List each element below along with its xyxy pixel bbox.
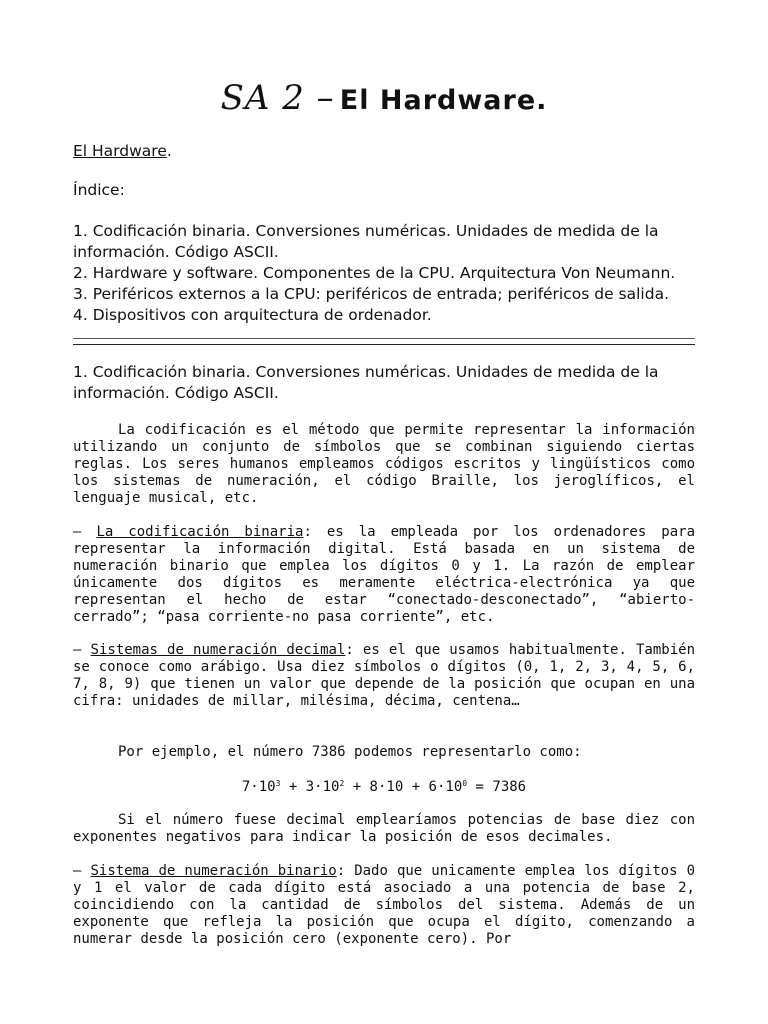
formula-e1: 3: [275, 779, 281, 788]
paragraph-numeracion-decimal: [73, 642, 695, 710]
hardware-heading: [73, 141, 695, 162]
title-main: El Hardware.: [339, 85, 548, 116]
formula-e2: 2: [339, 779, 345, 788]
hardware-heading-text: El Hardware: [73, 142, 167, 160]
paragraph-numeracion-binario: [73, 863, 695, 948]
p3-dash: –: [73, 642, 91, 658]
index-list: [73, 221, 695, 326]
document-title: [0, 78, 768, 118]
index-item-2: 2. Hardware y software. Componentes de la CPU. Arquitectura Von Neumann.: [73, 264, 676, 282]
hardware-heading-period: .: [166, 142, 172, 160]
term-codificacion-binaria: La codificación binaria: [96, 524, 304, 540]
index-item-3: 3. Periféricos externos a la CPU: periféricos de entrada; periféricos de salida.: [73, 285, 670, 303]
term-numeracion-binario: Sistema de numeración binario: [90, 863, 337, 879]
title-prefix: SA 2 –: [220, 78, 335, 118]
paragraph-codificacion-binaria: [73, 524, 695, 626]
p6-text: : Dado que unicamente emplea los dígitos 0 y 1 el valor de cada dígito está asociado a una potencia de base 2, coincidiendo con la cantidad de símbolos del sistema. Además de un exponente que refleja la posición que ocupa el dígito, comenzando a numerar desde la posición cero (exponente cero). Por: [73, 863, 695, 947]
paragraph-ejemplo: Por ejemplo, el número 7386 podemos representarlo como:: [118, 744, 582, 760]
formula-t4: = 7386: [467, 779, 527, 795]
section-divider: [73, 334, 695, 345]
formula-e3: 0: [462, 779, 468, 788]
formula-t2: + 3·10: [280, 779, 340, 795]
index-label: Índice:: [73, 181, 125, 199]
formula-t1: 7·10: [241, 779, 276, 795]
p2-text: : es la empleada por los ordenadores para representar la información digital. Está basada en un sistema de numeración binario que emplea los dígitos 0 y 1. La razón de emplear únicamente dos dígitos es meramente eléctrica-electrónica ya que representan el hecho de estar “conectado-desconectado”, “abierto-cerrado”; “pasa corriente-no pasa corriente”, etc.: [73, 524, 695, 625]
index-item-1: 1. Codificación binaria. Conversiones numéricas. Unidades de medida de la información. Código ASCII.: [73, 222, 659, 261]
section1-heading: 1. Codificación binaria. Conversiones numéricas. Unidades de medida de la información. Código ASCII.: [73, 363, 659, 402]
term-numeracion-decimal: Sistemas de numeración decimal: [90, 642, 346, 658]
paragraph-codificacion: La codificación es el método que permite representar la información utilizando un conjunto de símbolos que se combinan siguiendo ciertas reglas. Los seres humanos empleamos códigos escritos y lingüísticos como los sistemas de numeración, el código Braille, los jeroglíficos, el lenguaje musical, etc.: [73, 422, 695, 506]
formula-t3: + 8·10 + 6·10: [344, 779, 463, 795]
paragraph-decimales: Si el número fuese decimal emplearíamos potencias de base diez con exponentes negativos para indicar la posición de esos decimales.: [73, 812, 695, 845]
p3-text: : es el que usamos habitualmente. También se conoce como arábigo. Usa diez símbolos o dígitos (0, 1, 2, 3, 4, 5, 6, 7, 8, 9) que tienen un valor que depende de la posición que ocupan en una cifra: unidades de millar, milésima, décima, centena…: [73, 642, 695, 709]
index-item-4: 4. Dispositivos con arquitectura de ordenador.: [73, 306, 432, 324]
p2-dash: –: [73, 524, 97, 540]
formula-7386: [73, 779, 695, 796]
p6-dash: –: [73, 863, 91, 879]
